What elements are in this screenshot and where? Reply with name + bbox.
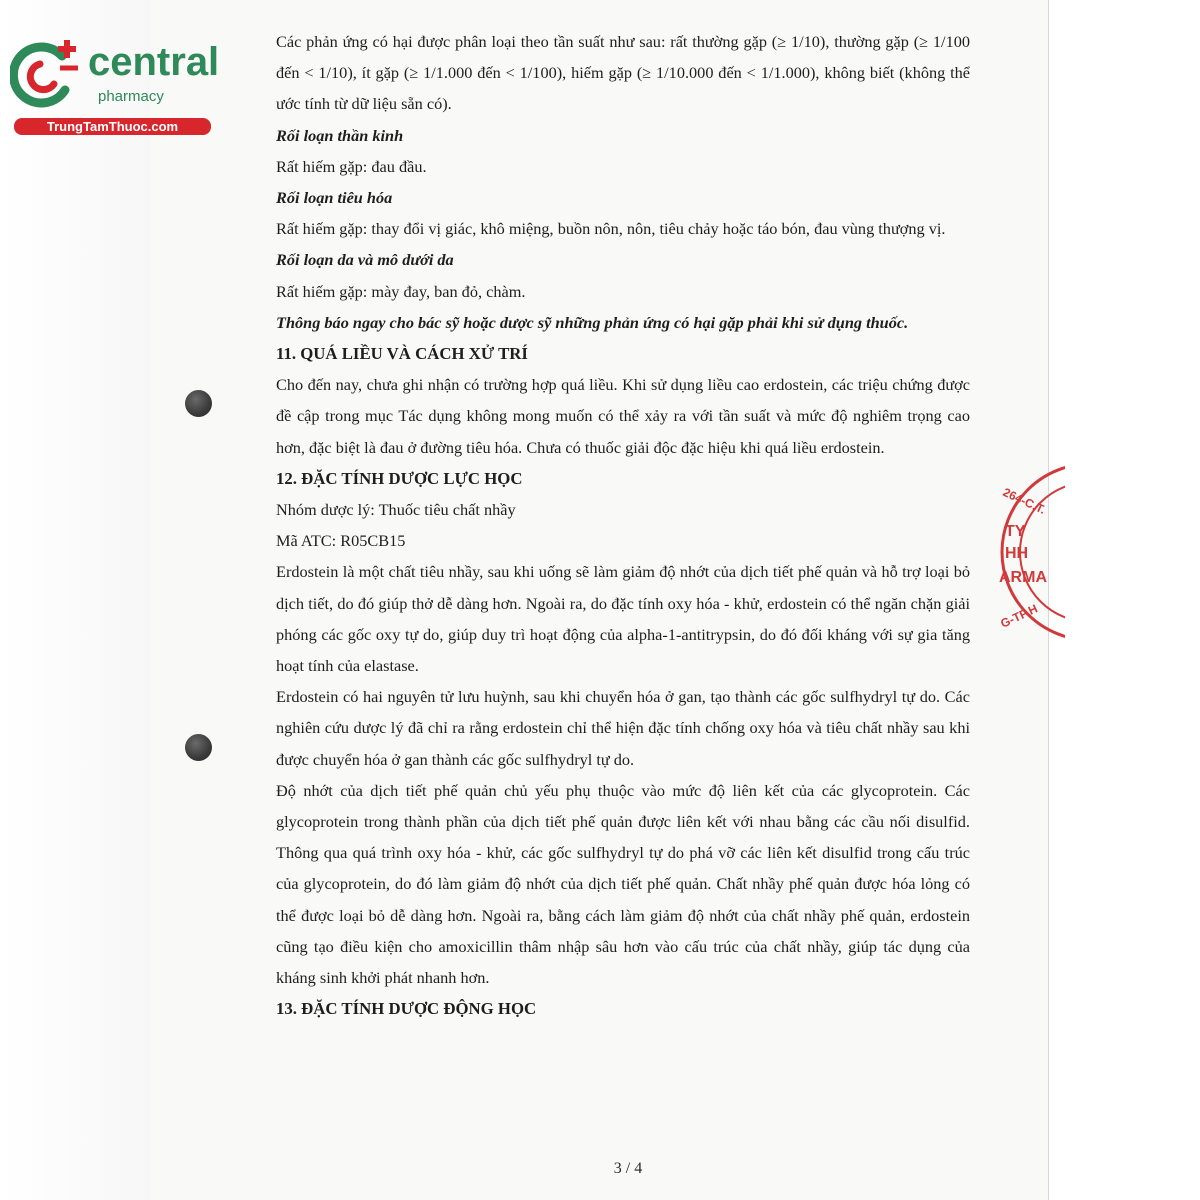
document-body: [276, 26, 970, 1025]
section-12-heading: 12. ĐẶC TÍNH DƯỢC LỰC HỌC: [276, 468, 523, 488]
page-number: 3 / 4: [613, 1160, 643, 1177]
punch-hole-top: [185, 390, 212, 417]
central-pharmacy-logo[interactable]: [10, 38, 220, 138]
stamp-line-1: 264-C.T.: [1000, 485, 1048, 517]
section-13-heading: 13. ĐẶC TÍNH DƯỢC ĐỘNG HỌC: [276, 999, 537, 1019]
punch-hole-bottom: [185, 734, 212, 761]
atc-code: Mã ATC: R05CB15: [276, 531, 406, 551]
pharmacologic-group: Nhóm dược lý: Thuốc tiêu chất nhầy: [276, 500, 516, 520]
scan-margin-left: [0, 0, 150, 1200]
stamp-line-5: G-TP.H: [998, 601, 1040, 631]
pharmacodynamics-para-1: Erdostein là một chất tiêu nhầy, sau khi uống sẽ làm giảm độ nhớt của dịch tiết phế quản và hỗ trợ loại bỏ dịch tiết, do đó giúp thở dễ dàng hơn. Ngoài ra, do đặc tính oxy hóa - khử, erdostein có thể ngăn chặn giải phóng các gốc oxy tự do, giúp duy trì hoạt động của alpha-1-antitrypsin, do đó đối kháng với sự gia tăng hoạt tính của elastase.: [276, 562, 970, 676]
stamp-line-4: ARMA: [999, 569, 1047, 586]
pharmacodynamics-para-3: Độ nhớt của dịch tiết phế quản chủ yếu phụ thuộc vào mức độ liên kết của các glycoprotein. Các glycoprotein trong thành phần của dịch tiết phế quản được liên kết với nhau bằng các cầu nối disulfid. Thông qua quá trình oxy hóa - khử, các gốc sulfhydryl tự do phá vỡ các liên kết disulfid trong cấu trúc của glycoprotein, do đó làm giảm độ nhớt của dịch tiết phế quản. Chất nhầy phế quản được hóa lỏng có thể được loại bỏ dễ dàng hơn. Ngoài ra, bằng cách làm giảm độ nhớt của chất nhầy phế quản, erdostein cũng tạo điều kiện cho amoxicillin thâm nhập sâu hơn vào cấu trúc của chất nhầy, giúp tác dụng của kháng sinh khởi phát nhanh hơn.: [276, 780, 970, 988]
pharmacodynamics-para-2: Erdostein có hai nguyên tử lưu huỳnh, sau khi chuyển hóa ở gan, tạo thành các gốc sulfhydryl tự do. Các nghiên cứu dược lý đã chỉ ra rằng erdostein chỉ thể hiện đặc tính chống oxy hóa và tiêu chất nhầy sau khi được chuyển hóa ở gan thành các gốc sulfhydryl tự do.: [276, 687, 970, 769]
nervous-text: Rất hiếm gặp: đau đầu.: [276, 156, 427, 176]
logo-mark-icon: [10, 38, 90, 110]
subheading-skin: Rối loạn da và mô dưới da: [276, 250, 454, 270]
report-warning: Thông báo ngay cho bác sỹ hoặc dược sỹ những phản ứng có hại gặp phải khi sử dụng thuốc.: [276, 312, 909, 332]
logo-name: central: [88, 40, 220, 84]
digestive-text: Rất hiếm gặp: thay đổi vị giác, khô miệng, buồn nôn, nôn, tiêu chảy hoặc táo bón, đau vùng thượng vị.: [276, 219, 946, 239]
company-stamp: [985, 462, 1065, 642]
overdose-text: Cho đến nay, chưa ghi nhận có trường hợp quá liều. Khi sử dụng liều cao erdostein, các triệu chứng được đề cập trong mục Tác dụng không mong muốn có thể xảy ra với tần suất và mức độ nghiêm trọng cao hơn, đặc biệt là đau ở đường tiêu hóa. Chưa có thuốc giải độc đặc hiệu khi quá liều erdostein.: [276, 375, 970, 457]
section-11-heading: 11. QUÁ LIỀU VÀ CÁCH XỬ TRÍ: [276, 344, 528, 364]
frequency-intro: Các phản ứng có hại được phân loại theo tần suất như sau: rất thường gặp (≥ 1/10), thường gặp (≥ 1/100 đến < 1/10), ít gặp (≥ 1/1.000 đến < 1/100), hiếm gặp (≥ 1/10.000 đến < 1/1.000), không biết (không thể ước tính từ dữ liệu sẵn có).: [276, 32, 970, 114]
subheading-digestive: Rối loạn tiêu hóa: [276, 188, 393, 208]
subheading-nervous: Rối loạn thần kinh: [276, 125, 404, 145]
skin-text: Rất hiếm gặp: mày đay, ban đỏ, chàm.: [276, 281, 526, 301]
scan-margin-right: [1048, 0, 1200, 1200]
logo-site-link[interactable]: TrungTamThuoc.com: [14, 118, 211, 135]
logo-subtitle: pharmacy: [98, 88, 164, 105]
stamp-line-2: TY: [1005, 523, 1026, 540]
stamp-line-3: HH: [1005, 545, 1029, 562]
